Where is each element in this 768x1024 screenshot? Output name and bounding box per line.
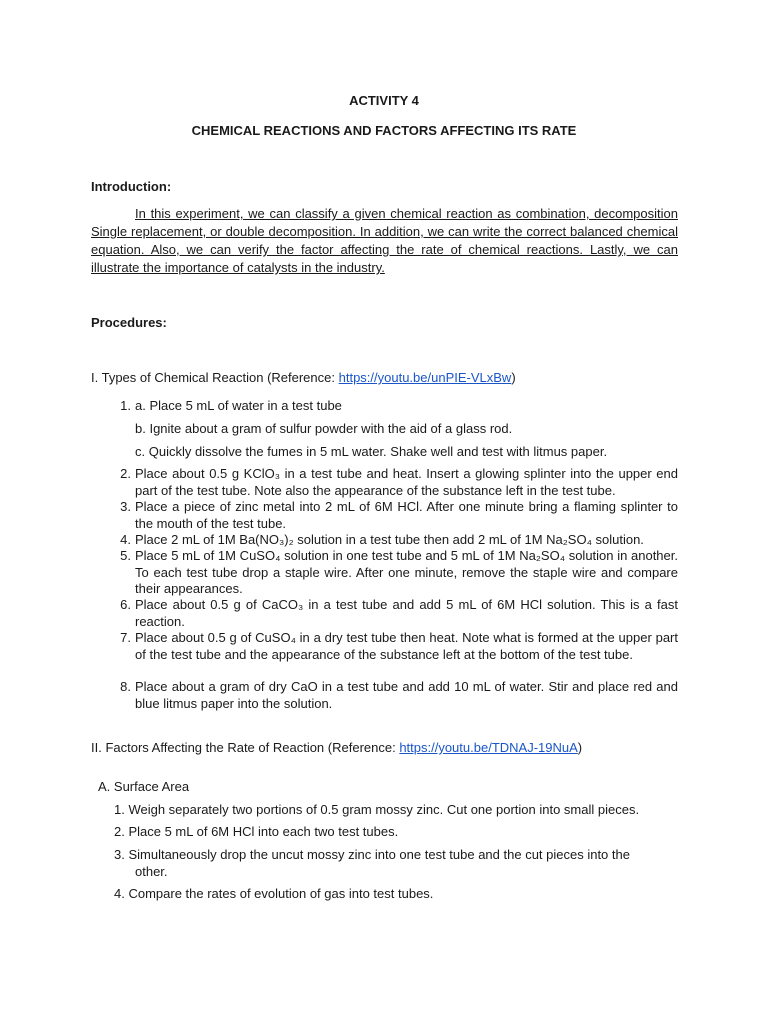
section-2-heading: [91, 740, 582, 755]
item-1b-text: b. Ignite about a gram of sulfur powder with the aid of a glass rod.: [135, 421, 513, 436]
activity-title: ACTIVITY 4: [349, 93, 419, 108]
section-2-close: ): [577, 740, 583, 755]
surface-step-3-line-2: other.: [135, 863, 168, 879]
item-7-text: Place about 0.5 g of CuSO₄ in a dry test tube then heat. Note what is formed at the upper part of the test tube and the appearance of the substance left at the bottom of the test tube.: [135, 630, 678, 662]
section-2-label: II. Factors Affecting the Rate of Reaction (Reference:: [91, 740, 400, 755]
item-1c-text: c. Quickly dissolve the fumes in 5 mL water. Shake well and test with litmus paper.: [135, 444, 608, 459]
item-1-number: 1.: [120, 398, 131, 413]
item-2-text: Place about 0.5 g KClO₃ in a test tube and heat. Insert a glowing splinter into the upper end part of the test tube. Note also the appearance of the substance left in the test tube.: [135, 466, 678, 498]
section-1-heading: [91, 370, 516, 385]
item-4-number: 4.: [120, 532, 131, 547]
item-3-text: Place a piece of zinc metal into 2 mL of 6M HCl. After one minute bring a flaming splinter to the mouth of the test tube.: [135, 499, 678, 531]
surface-step-4: [114, 886, 678, 903]
item-6-number: 6.: [120, 597, 131, 612]
section-1-close: ): [511, 370, 516, 385]
item-4-text: Place 2 mL of 1M Ba(NO₃)₂ solution in a test tube then add 2 mL of 1M Na₂SO₄ solution.: [135, 532, 644, 547]
surface-step-3: [114, 847, 678, 880]
surface-step-1: [114, 802, 678, 819]
section-2-reference-link[interactable]: https://youtu.be/TDNAJ-19NuA: [399, 740, 578, 755]
item-7-number: 7.: [120, 630, 131, 645]
item-6-text: Place about 0.5 g of CaCO₃ in a test tube and add 5 mL of 6M HCl solution. This is a fast reaction.: [135, 597, 678, 629]
surface-step-2-line: 2. Place 5 mL of 6M HCl into each two test tubes.: [114, 824, 399, 839]
procedures-heading: Procedures:: [91, 315, 167, 330]
item-8-number: 8.: [120, 679, 131, 694]
surface-step-1-line: 1. Weigh separately two portions of 0.5 gram mossy zinc. Cut one portion into small pieces.: [114, 802, 640, 817]
item-5-text: Place 5 mL of 1M CuSO₄ solution in one test tube and 5 mL of 1M Na₂SO₄ solution in another. To each test tube drop a staple wire. After one minute, remove the staple wire and compare their appearances.: [135, 548, 678, 596]
surface-step-3-line-1: 3. Simultaneously drop the uncut mossy zinc into one test tube and the cut pieces into the: [114, 847, 630, 862]
section-1-label: I. Types of Chemical Reaction (Reference:: [91, 370, 339, 385]
subsection-a-heading: A. Surface Area: [98, 779, 190, 794]
introduction-heading: Introduction:: [91, 179, 172, 194]
item-1a-text: a. Place 5 mL of water in a test tube: [135, 398, 342, 413]
item-8-text: Place about a gram of dry CaO in a test tube and add 10 mL of water. Stir and place red and blue litmus paper into the solution.: [135, 679, 678, 711]
introduction-text: In this experiment, we can classify a given chemical reaction as combination, decomposition Single replacement, or double decomposition. In addition, we can write the correct balanced chemical equation. Also, we can verify the factor affecting the rate of chemical reactions. Lastly, we can illustrate the importance of catalysts in the industry.: [91, 206, 678, 275]
surface-step-2: [114, 824, 678, 841]
item-5-number: 5.: [120, 548, 131, 563]
document-subtitle: CHEMICAL REACTIONS AND FACTORS AFFECTING ITS RATE: [191, 123, 577, 138]
surface-step-4-line: 4. Compare the rates of evolution of gas into test tubes.: [114, 886, 434, 901]
item-3-number: 3.: [120, 499, 131, 514]
section-1-reference-link[interactable]: https://youtu.be/unPIE-VLxBw: [338, 370, 512, 385]
item-2-number: 2.: [120, 466, 131, 481]
